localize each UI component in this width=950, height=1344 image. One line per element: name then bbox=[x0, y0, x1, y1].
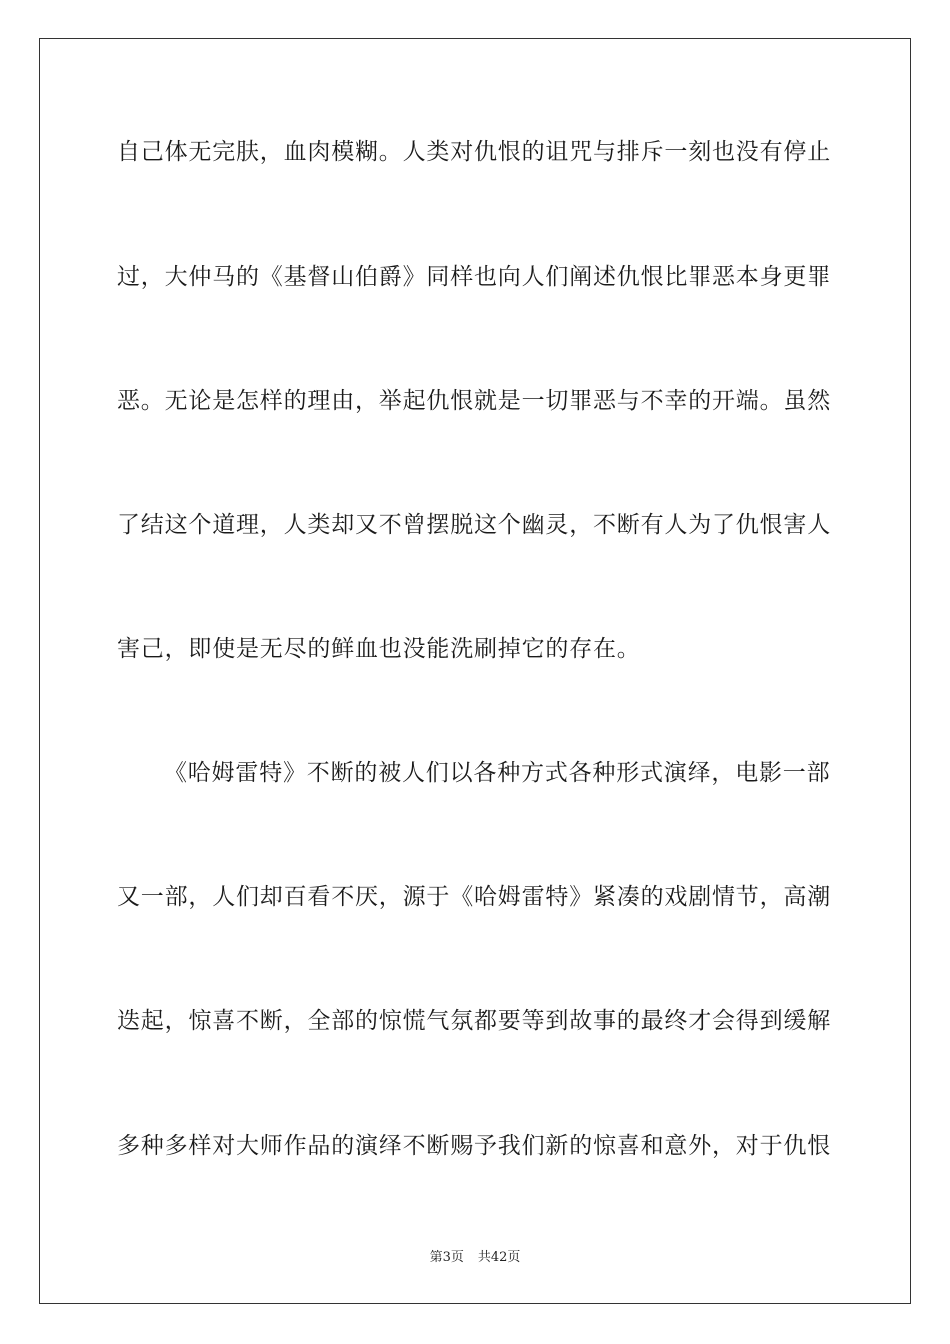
text-line: 恶。无论是怎样的理由，举起仇恨就是一切罪恶与不幸的开端。虽然 bbox=[117, 388, 831, 414]
text-line: 害己，即使是无尽的鲜血也没能洗刷掉它的存在。 bbox=[117, 636, 641, 662]
text-line: 迭起，惊喜不断，全部的惊慌气氛都要等到故事的最终才会得到缓解 bbox=[117, 1008, 831, 1034]
text-line: 自己体无完肤，血肉模糊。人类对仇恨的诅咒与排斥一刻也没有停止 bbox=[117, 139, 831, 165]
text-line: 又一部，人们却百看不厌，源于《哈姆雷特》紧凑的戏剧情节，高潮 bbox=[117, 884, 831, 910]
text-line: 多种多样对大师作品的演绎不断赐予我们新的惊喜和意外，对于仇恨 bbox=[117, 1133, 831, 1159]
page-footer bbox=[0, 1250, 950, 1266]
paragraph-first-line: 《哈姆雷特》不断的被人们以各种方式各种形式演绎，电影一部 bbox=[164, 760, 831, 786]
text-line: 了结这个道理，人类却又不曾摆脱这个幽灵，不断有人为了仇恨害人 bbox=[117, 512, 831, 538]
page-total: 共42页 bbox=[477, 1250, 521, 1265]
text-line: 过，大仲马的《基督山伯爵》同样也向人们阐述仇恨比罪恶本身更罪 bbox=[117, 264, 831, 290]
page-number: 第3页 bbox=[429, 1250, 464, 1265]
page-border bbox=[39, 38, 911, 1304]
